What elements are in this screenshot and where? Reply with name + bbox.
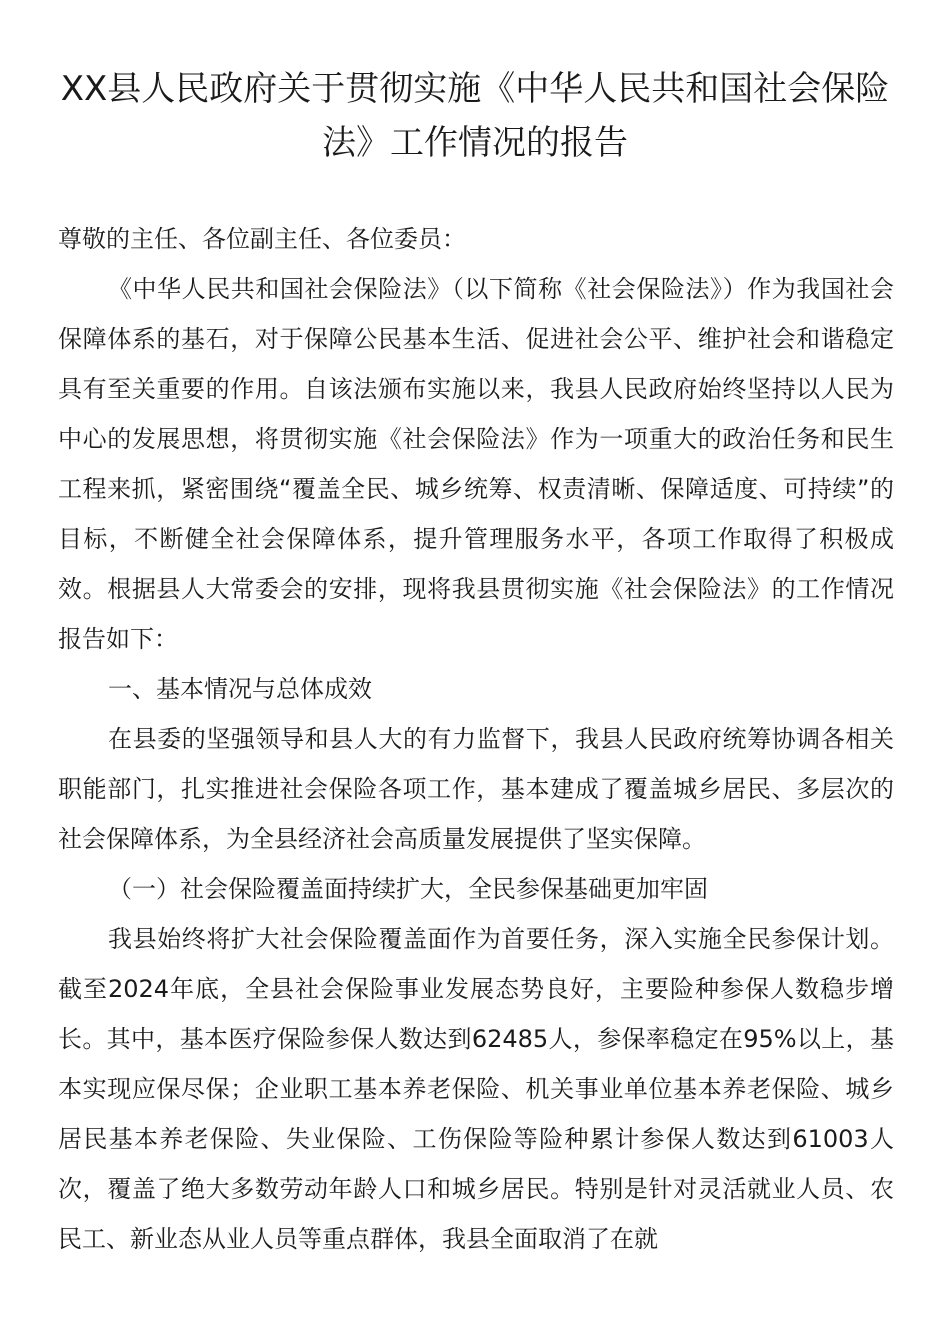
paragraph-overview: 在县委的坚强领导和县人大的有力监督下，我县人民政府统筹协调各相关职能部门，扎实推进社会保险各项工作，基本建成了覆盖城乡居民、多层次的社会保障体系，为全县经济社会高质量发展提供了坚实保障。 bbox=[58, 725, 894, 853]
paragraph-intro: 《中华人民共和国社会保险法》（以下简称《社会保险法》）作为我国社会保障体系的基石，对于保障公民基本生活、促进社会公平、维护社会和谐稳定具有至关重要的作用。自该法颁布实施以来，我县人民政府始终坚持以人民为中心的发展思想，将贯彻实施《社会保险法》作为一项重大的政治任务和民生工程来抓，紧密围绕“覆盖全民、城乡统筹、权责清晰、保障适度、可持续”的目标，不断健全社会保障体系，提升管理服务水平，各项工作取得了积极成效。根据县人大常委会的安排，现将我县贯彻实施《社会保险法》的工作情况报告如下： bbox=[58, 275, 894, 653]
paragraph-coverage: 我县始终将扩大社会保险覆盖面作为首要任务，深入实施全民参保计划。截至2024年底，全县社会保险事业发展态势良好，主要险种参保人数稳步增长。其中，基本医疗保险参保人数达到62485人，参保率稳定在95%以上，基本实现应保尽保；企业职工基本养老保险、机关事业单位基本养老保险、城乡居民基本养老保险、失业保险、工伤保险等险种累计参保人数达到61003人次，覆盖了绝大多数劳动年龄人口和城乡居民。特别是针对灵活就业人员、农民工、新业态从业人员等重点群体，我县全面取消了在就 bbox=[58, 925, 894, 1253]
document-title: XX县人民政府关于贯彻实施《中华人民共和国社会保险法》工作情况的报告 bbox=[60, 69, 890, 163]
document-body bbox=[58, 214, 894, 1264]
salutation: 尊敬的主任、各位副主任、各位委员： bbox=[58, 225, 466, 253]
subsection-heading-1: （一）社会保险覆盖面持续扩大，全民参保基础更加牢固 bbox=[108, 875, 708, 903]
section-heading-1: 一、基本情况与总体成效 bbox=[108, 675, 372, 703]
